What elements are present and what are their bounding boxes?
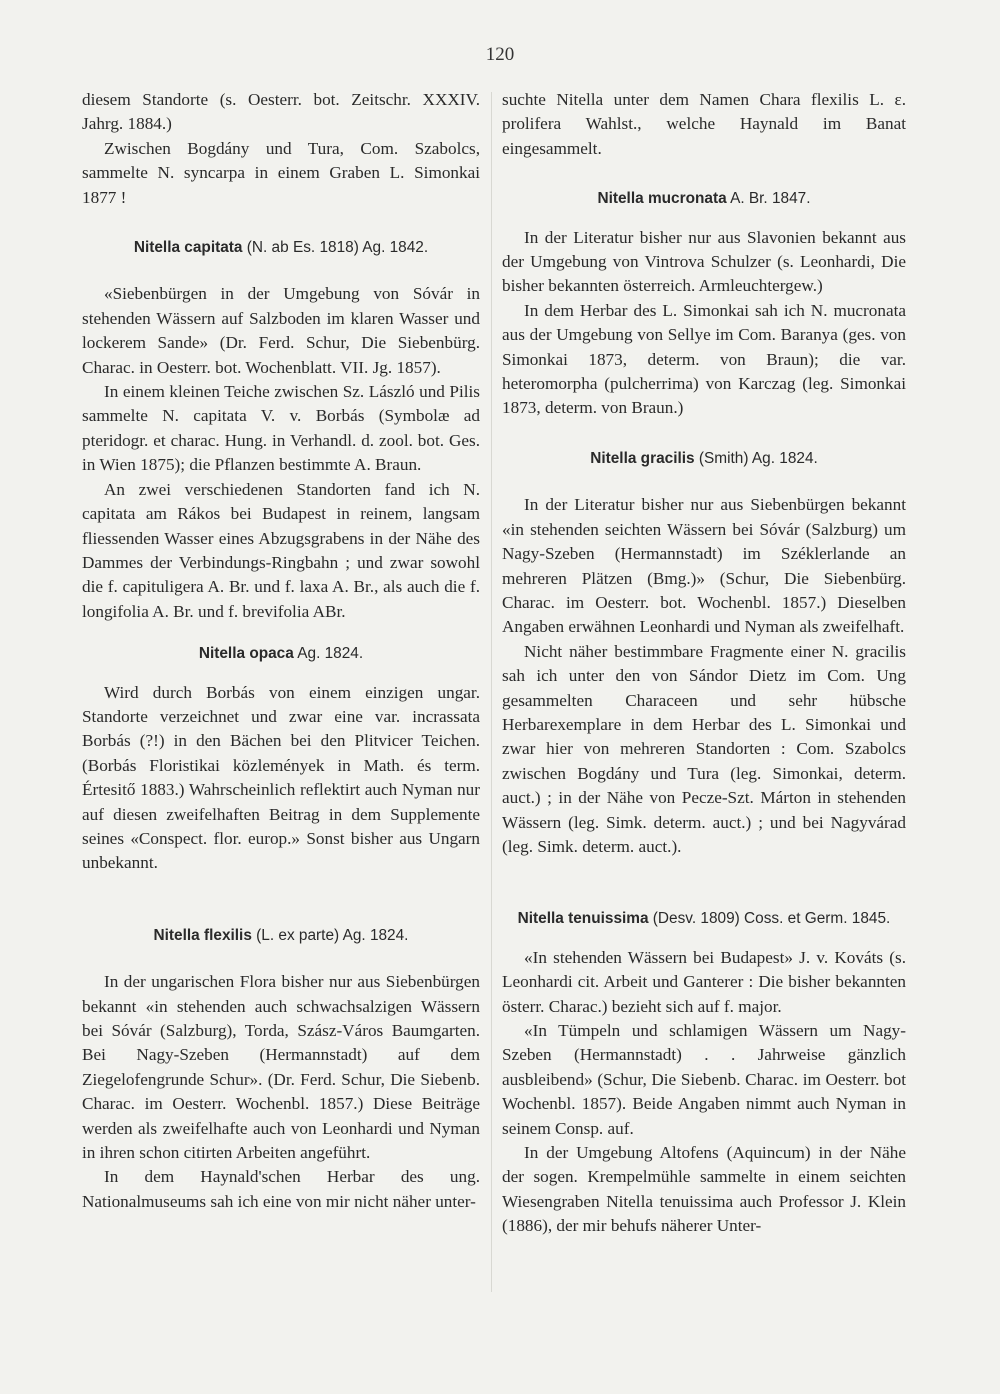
paragraph: In der Literatur bisher nur aus Slavonien bekannt aus der Umgebung von Vintrova Schulzer (s. Leonhardi, Die bisher bekannten österreich. Armleuchtergew.) — [502, 227, 906, 296]
paragraph: In dem Haynald'schen Herbar des ung. Nationalmuseums sah ich eine von mir nicht näher unter- — [82, 1167, 480, 1211]
section-heading-opaca — [82, 642, 480, 666]
species-name: Nitella opaca — [198, 645, 294, 663]
paragraph: diesem Standorte (s. Oesterr. bot. Zeitschr. XXXIV. Jahrg. 1884.) — [82, 90, 480, 134]
section-heading-flexilis — [82, 924, 480, 948]
column-divider — [491, 92, 492, 1292]
paragraph: «In Tümpeln und schlamigen Wässern um Nagy-Szeben (Hermannstadt) . . Jahrweise gänzlich ausbleibend» (Schur, Die Siebenb. Charac. im Oesterr. bot Wochenbl. 1857). Beide Angaben nimmt auch Nyman in seinem Consp. auf. — [502, 1021, 906, 1138]
left-column — [82, 88, 480, 1214]
paragraph: Wird durch Borbás von einem einzigen ungar. Standorte verzeichnet und zwar eine var. incrassata Borbás (?!) in den Bächen bei den Plitvicer Teichen. (Borbás Floristikai közlemények in Math. és term. Értesitő 1883.) Wahrscheinlich reflektirt auch Nyman nur auf diesen zweifelhaften Beitrag in dem Supplemente seines «Conspect. flor. europ.» Sonst bisher aus Ungarn unbekannt. — [82, 682, 480, 873]
paragraph: «In stehenden Wässern bei Budapest» J. v. Kováts (s. Leonhardi cit. Arbeit und Ganterer : Die bisher bekannten österr. Charac.) bezieht sich auf f. major. — [502, 947, 906, 1016]
section-heading-capitata — [82, 236, 480, 260]
species-name: Nitella capitata — [133, 239, 243, 257]
paragraph: In einem kleinen Teiche zwischen Sz. László und Pilis sammelte N. capitata V. v. Borbás (Symbolæ ad pteridogr. et charac. Hung. in Verhandl. d. zool. bot. Ges. in Wien 1875); die Pflanzen bestimmte A. Braun. — [82, 382, 480, 475]
species-authority: A. Br. 1847. — [726, 190, 811, 208]
page-number: 120 — [485, 44, 515, 65]
species-authority: (L. ex parte) Ag. 1824. — [251, 926, 409, 944]
section-heading-gracilis — [502, 447, 906, 471]
species-name: Nitella flexilis — [153, 926, 252, 944]
paragraph: «Siebenbürgen in der Umgebung von Sóvár in stehenden Wässern auf Salzboden im klaren Wasser und lockerem Sande» (Dr. Ferd. Schur, Die Siebenbürg. Charac. in Oesterr. bot. Wochenblatt. VII. Jg. 1857). — [82, 284, 480, 377]
paragraph: In dem Herbar des L. Simonkai sah ich N. mucronata aus der Umgebung von Sellye im Com. Baranya (ges. von Simonkai 1873, determ. von Braun); die var. heteromorpha (pulcherrima) von Karczag (leg. Simonkai 1873, determ. von Braun.) — [502, 300, 906, 418]
paragraph: Zwischen Bogdány und Tura, Com. Szabolcs, sammelte N. syncarpa in einem Graben L. Simonkai 1877 ! — [82, 138, 480, 207]
paragraph: An zwei verschiedenen Standorten fand ich N. capitata am Rákos bei Budapest in reinem, langsam fliessenden Wasser eines Abzugsgrabens in der Nähe des Dammes der Verbindungs-Ringbahn ; und zwar sowohl die f. capituligera A. Br. und f. laxa A. Br., als auch die f. longifolia A. Br. und f. brevifolia ABr. — [82, 479, 480, 621]
species-authority: Ag. 1824. — [293, 645, 364, 663]
right-column — [502, 88, 906, 1239]
paragraph: In der Umgebung Altofens (Aquincum) in der Nähe der sogen. Krempelmühle sammelte in einem seichten Wiesengraben Nitella tenuissima auch Professor J. Klein (1886), der mir behufs näherer Unter- — [502, 1143, 906, 1236]
paragraph: suchte Nitella unter dem Namen Chara flexilis L. ε. prolifera Wahlst., welche Haynald im Banat eingesammelt. — [502, 90, 906, 158]
section-heading-mucronata — [502, 187, 906, 211]
species-authority: (N. ab Es. 1818) Ag. 1842. — [242, 239, 429, 257]
paragraph: Nicht näher bestimmbare Fragmente einer N. gracilis sah ich unter den von Sándor Dietz im Com. Ung gesammelten Characeen und sehr hübsche Herbarexemplare in dem Herbar des L. Simonkai und zwar hier von mehreren Standorten : Com. Szabolcs zwischen Bogdány und Tura (leg. Simonkai, determ. auct.) ; in der Nähe von Pecze-Szt. Márton in stehenden Wässern (leg. Simk. determ. auct.) ; und bei Nagyvárad (leg. Simk. determ. auct.). — [502, 641, 906, 856]
paragraph: In der ungarischen Flora bisher nur aus Siebenbürgen bekannt «in stehenden auch schwachsalzigen Wässern bei Sóvár (Salzburg), Torda, Szász-Város Baumgarten. Bei Nagy-Szeben (Hermannstadt) auf dem Ziegelofengrunde Schur». (Dr. Ferd. Schur, Die Siebenb. Charac. im Oesterr. Wochenbl. 1857.) Diese Beiträge werden als zweifelhafte auch von Leonhardi und Nyman in ihren schon citirten Arbeiten angeführt. — [82, 972, 480, 1163]
section-heading-tenuissima — [502, 907, 906, 931]
species-name: Nitella tenuissima — [517, 910, 649, 928]
species-authority: (Smith) Ag. 1824. — [694, 449, 818, 467]
species-name: Nitella mucronata — [597, 190, 727, 208]
species-authority: (Desv. 1809) Coss. et Germ. 1845. — [648, 910, 891, 928]
paragraph: In der Literatur bisher nur aus Siebenbürgen bekannt «in stehenden seichten Wässern bei Sóvár (Salzburg) um Nagy-Szeben (Hermannstadt) im Széklerlande an mehreren Plätzen (Bmg.)» (Schur, Die Siebenbürg. Charac. im Oesterr. bot. Wochenbl. 1857.) Dieselben Angaben erwähnen Leonhardi und Nyman als zweifelhaft. — [502, 495, 906, 637]
species-name: Nitella gracilis — [590, 449, 695, 467]
